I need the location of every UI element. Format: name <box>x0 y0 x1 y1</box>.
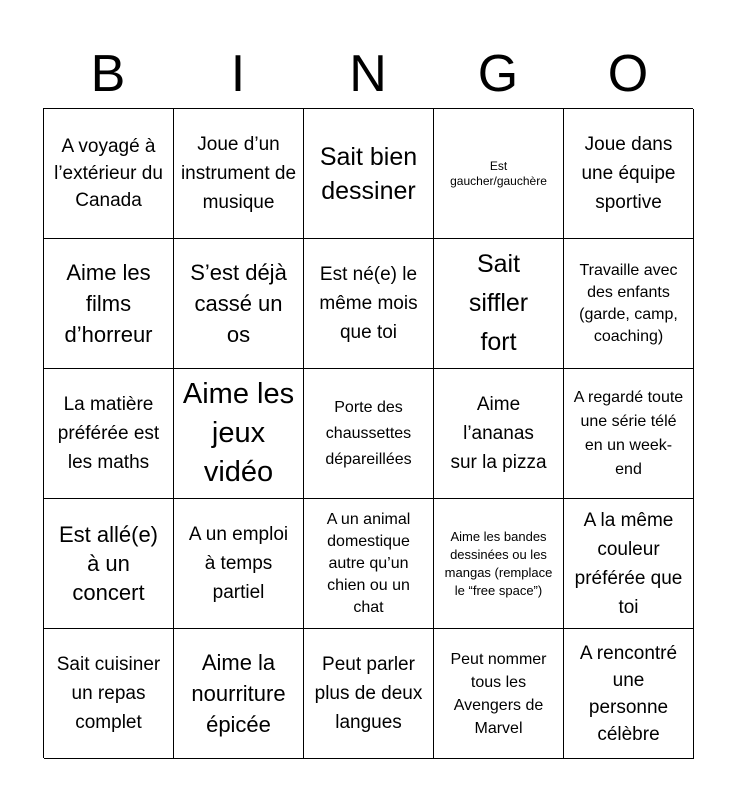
cell-text: Joue dans une équipe sportive <box>581 134 676 213</box>
bingo-cell[interactable] <box>44 109 174 239</box>
bingo-cell[interactable] <box>564 369 694 499</box>
header-letter-n: N <box>349 45 387 103</box>
bingo-cell[interactable] <box>304 499 434 629</box>
bingo-cell[interactable] <box>44 369 174 499</box>
cell-text: Peut parler plus de deux langues <box>314 654 423 733</box>
cell-text: Sait bien dessiner <box>319 142 418 205</box>
cell-text: Aime les jeux vidéo <box>182 378 295 488</box>
bingo-cell[interactable] <box>304 109 434 239</box>
bingo-cell[interactable] <box>564 629 694 759</box>
cell-text: A voyagé à l’extérieur du Canada <box>54 136 163 211</box>
header-letter-i: I <box>230 45 246 103</box>
bingo-cell[interactable] <box>174 499 304 629</box>
cell-text: Aime les bandes dessinées ou les mangas (remplace le “free space”) <box>444 528 553 598</box>
bingo-cell[interactable] <box>564 499 694 629</box>
cell-text: Est allé(e) à un concert <box>58 522 159 605</box>
cell-text: A la même couleur préférée que toi <box>574 509 683 618</box>
header-letter-b: B <box>90 45 126 103</box>
cell-text: Aime les films d’horreur <box>64 260 153 347</box>
cell-text: A un emploi à temps partiel <box>188 524 289 603</box>
cell-text: Peut nommer tous les Avengers de Marvel <box>450 650 547 737</box>
cell-text: La matière préférée est les maths <box>57 394 160 473</box>
cell-text: A un animal domestique autre qu’un chien ou un chat <box>326 510 411 616</box>
cell-text: Est né(e) le même mois que toi <box>319 264 418 343</box>
bingo-header <box>43 40 693 108</box>
cell-text: Aime la nourriture épicée <box>191 650 286 737</box>
bingo-cell[interactable] <box>44 239 174 369</box>
cell-text: Joue d’un instrument de musique <box>180 134 297 213</box>
header-letter-o: O <box>607 45 649 103</box>
cell-text: Sait cuisiner un repas complet <box>56 654 161 733</box>
cell-text: A regardé toute une série télé en un week-end <box>573 388 684 478</box>
cell-text: A rencontré une personne célèbre <box>579 642 678 745</box>
cell-text: Est gaucher/gauchère <box>450 158 547 188</box>
bingo-cell[interactable] <box>44 499 174 629</box>
bingo-cell[interactable] <box>174 629 304 759</box>
bingo-cell[interactable] <box>174 239 304 369</box>
bingo-cell[interactable] <box>564 239 694 369</box>
bingo-cell[interactable] <box>434 499 564 629</box>
bingo-cell[interactable] <box>434 239 564 369</box>
cell-text: Sait siffler fort <box>468 250 529 356</box>
cell-text: Porte des chaussettes dépareillées <box>325 398 412 468</box>
cell-text: Travaille avec des enfants (garde, camp, coaching) <box>579 261 678 345</box>
cell-text: Aime l’ananas sur la pizza <box>450 394 547 473</box>
bingo-cell[interactable] <box>434 629 564 759</box>
bingo-cell[interactable] <box>304 369 434 499</box>
bingo-cell[interactable] <box>434 369 564 499</box>
bingo-cell[interactable] <box>304 239 434 369</box>
bingo-cell[interactable] <box>304 629 434 759</box>
bingo-card-grid <box>43 108 693 758</box>
bingo-cell[interactable] <box>434 109 564 239</box>
bingo-cell[interactable] <box>564 109 694 239</box>
cell-text: S’est déjà cassé un os <box>190 260 287 347</box>
bingo-cell[interactable] <box>174 369 304 499</box>
bingo-cell[interactable] <box>174 109 304 239</box>
header-letter-g: G <box>477 45 519 103</box>
bingo-cell[interactable] <box>44 629 174 759</box>
